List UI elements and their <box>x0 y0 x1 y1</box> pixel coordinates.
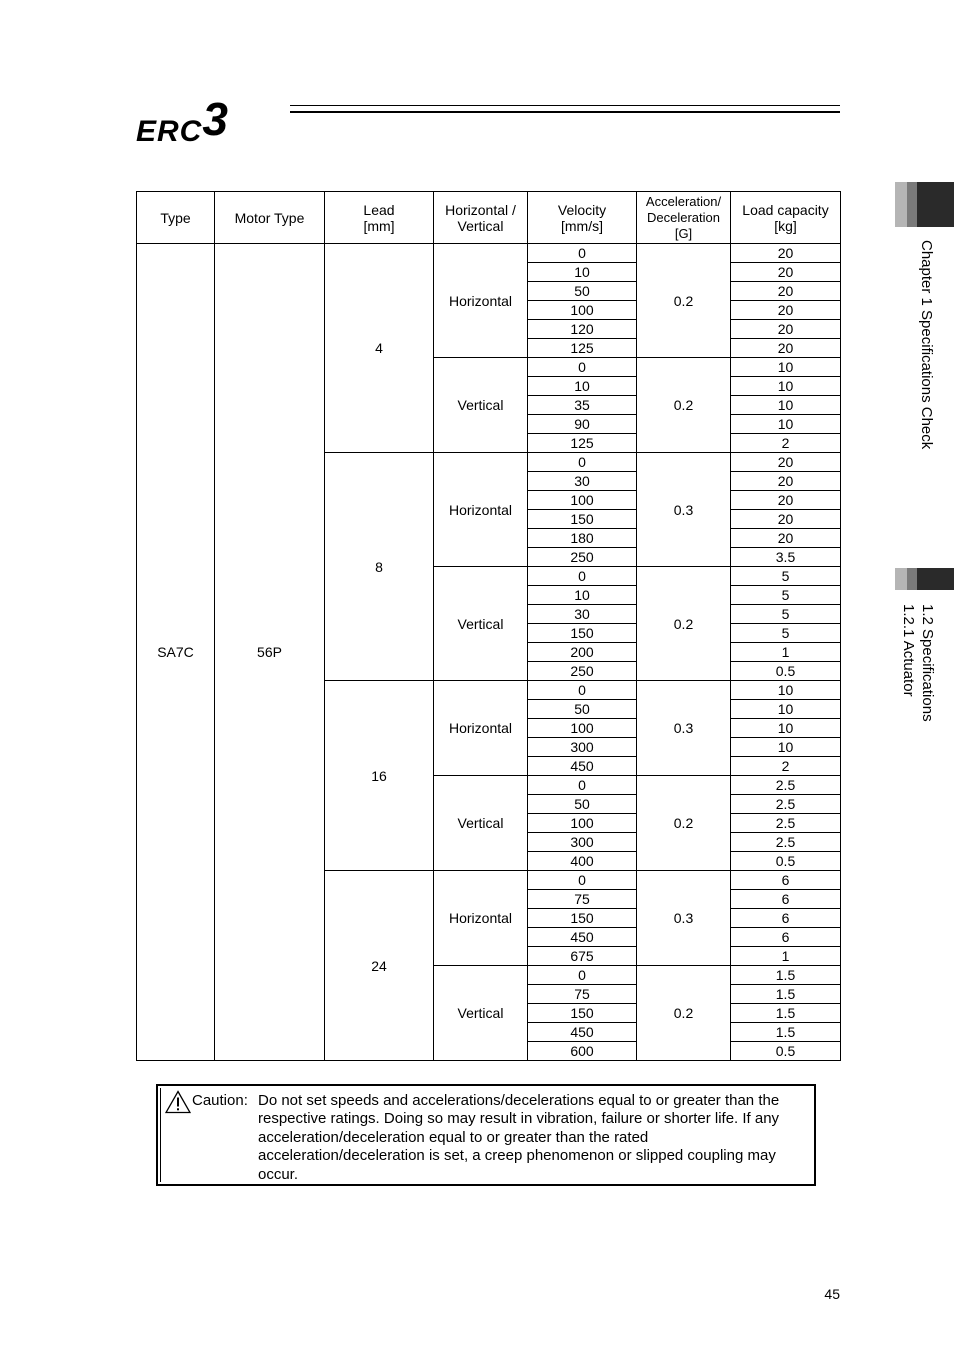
load-capacity-cell: 10 <box>731 377 841 396</box>
velocity-cell: 450 <box>528 1023 637 1042</box>
erc3-logo <box>136 92 228 146</box>
velocity-cell: 0 <box>528 567 637 586</box>
velocity-cell: 10 <box>528 377 637 396</box>
load-capacity-cell: 20 <box>731 263 841 282</box>
load-capacity-cell: 0.5 <box>731 662 841 681</box>
load-capacity-cell: 2.5 <box>731 814 841 833</box>
header-orientation: Horizontal / Vertical <box>434 192 528 244</box>
velocity-cell: 10 <box>528 586 637 605</box>
load-capacity-cell: 20 <box>731 320 841 339</box>
logo-letters: ERC <box>136 115 203 148</box>
velocity-cell: 0 <box>528 244 637 263</box>
header-load-capacity: Load capacity [kg] <box>731 192 841 244</box>
velocity-cell: 300 <box>528 833 637 852</box>
load-capacity-cell: 6 <box>731 909 841 928</box>
velocity-cell: 100 <box>528 719 637 738</box>
velocity-cell: 100 <box>528 814 637 833</box>
velocity-cell: 675 <box>528 947 637 966</box>
table-row <box>137 244 841 263</box>
header-lead: Lead [mm] <box>325 192 434 244</box>
velocity-cell: 90 <box>528 415 637 434</box>
velocity-cell: 50 <box>528 700 637 719</box>
load-capacity-cell: 20 <box>731 282 841 301</box>
velocity-cell: 35 <box>528 396 637 415</box>
load-capacity-cell: 0.5 <box>731 852 841 871</box>
velocity-cell: 250 <box>528 548 637 567</box>
velocity-cell: 0 <box>528 776 637 795</box>
load-capacity-cell: 20 <box>731 472 841 491</box>
velocity-cell: 150 <box>528 510 637 529</box>
velocity-cell: 75 <box>528 890 637 909</box>
load-capacity-cell: 1.5 <box>731 985 841 1004</box>
load-capacity-cell: 2.5 <box>731 776 841 795</box>
load-capacity-cell: 5 <box>731 624 841 643</box>
acceleration-cell: 0.3 <box>637 453 731 567</box>
acceleration-cell: 0.2 <box>637 244 731 358</box>
header-velocity: Velocity [mm/s] <box>528 192 637 244</box>
velocity-cell: 0 <box>528 358 637 377</box>
header-rule-thin <box>290 105 840 106</box>
velocity-cell: 300 <box>528 738 637 757</box>
caution-label: Caution: <box>192 1092 248 1109</box>
velocity-cell: 600 <box>528 1042 637 1061</box>
load-capacity-cell: 3.5 <box>731 548 841 567</box>
velocity-cell: 150 <box>528 624 637 643</box>
load-capacity-cell: 10 <box>731 396 841 415</box>
table-body <box>137 244 841 1061</box>
load-capacity-cell: 20 <box>731 529 841 548</box>
load-capacity-cell: 10 <box>731 700 841 719</box>
load-capacity-cell: 10 <box>731 415 841 434</box>
velocity-cell: 450 <box>528 757 637 776</box>
velocity-cell: 10 <box>528 263 637 282</box>
chapter-tab-marker <box>895 182 954 227</box>
velocity-cell: 100 <box>528 301 637 320</box>
acceleration-cell: 0.3 <box>637 871 731 966</box>
velocity-cell: 125 <box>528 339 637 358</box>
section-tab-marker <box>895 568 954 590</box>
acceleration-cell: 0.2 <box>637 567 731 681</box>
acceleration-cell: 0.2 <box>637 776 731 871</box>
header-acceleration: Acceleration/ Deceleration [G] <box>637 192 731 244</box>
velocity-cell: 250 <box>528 662 637 681</box>
sidebar-subsection: 1.2.1 Actuator <box>900 604 917 697</box>
lead-cell: 16 <box>325 681 434 871</box>
velocity-cell: 30 <box>528 472 637 491</box>
acceleration-cell: 0.2 <box>637 358 731 453</box>
orientation-cell: Vertical <box>434 358 528 453</box>
header-rule-thick <box>290 111 840 113</box>
load-capacity-cell: 10 <box>731 681 841 700</box>
load-capacity-cell: 1.5 <box>731 966 841 985</box>
load-capacity-cell: 2.5 <box>731 795 841 814</box>
velocity-cell: 0 <box>528 681 637 700</box>
orientation-cell: Horizontal <box>434 244 528 358</box>
velocity-cell: 125 <box>528 434 637 453</box>
load-capacity-cell: 5 <box>731 567 841 586</box>
page-number: 45 <box>824 1286 840 1302</box>
header-motor-type: Motor Type <box>215 192 325 244</box>
header-type: Type <box>137 192 215 244</box>
load-capacity-cell: 5 <box>731 605 841 624</box>
load-capacity-cell: 10 <box>731 358 841 377</box>
lead-cell: 8 <box>325 453 434 681</box>
velocity-cell: 0 <box>528 453 637 472</box>
velocity-cell: 0 <box>528 966 637 985</box>
table-header-row <box>137 192 841 244</box>
velocity-cell: 150 <box>528 1004 637 1023</box>
load-capacity-cell: 20 <box>731 510 841 529</box>
load-capacity-cell: 6 <box>731 871 841 890</box>
velocity-cell: 100 <box>528 491 637 510</box>
acceleration-cell: 0.2 <box>637 966 731 1061</box>
load-capacity-cell: 10 <box>731 738 841 757</box>
caution-box <box>156 1084 816 1186</box>
motor-type-cell: 56P <box>215 244 325 1061</box>
velocity-cell: 75 <box>528 985 637 1004</box>
load-capacity-cell: 20 <box>731 339 841 358</box>
lead-cell: 4 <box>325 244 434 453</box>
velocity-cell: 200 <box>528 643 637 662</box>
orientation-cell: Horizontal <box>434 453 528 567</box>
load-capacity-cell: 10 <box>731 719 841 738</box>
velocity-cell: 50 <box>528 282 637 301</box>
orientation-cell: Vertical <box>434 776 528 871</box>
load-capacity-cell: 1.5 <box>731 1004 841 1023</box>
logo-number: 3 <box>202 93 228 145</box>
caution-text: Do not set speeds and accelerations/decelerations equal to or greater than the respective ratings. Doing so may result in vibration, failure or shorter life. If any acceleration/deceleration equal to or greater than the rated acceleration/deceleration is set, a creep phenomenon or slipped coupling may occur. <box>258 1092 780 1183</box>
load-capacity-cell: 2 <box>731 757 841 776</box>
velocity-cell: 30 <box>528 605 637 624</box>
load-capacity-cell: 1 <box>731 643 841 662</box>
orientation-cell: Horizontal <box>434 871 528 966</box>
load-capacity-cell: 0.5 <box>731 1042 841 1061</box>
velocity-cell: 180 <box>528 529 637 548</box>
sidebar-chapter-title: Chapter 1 Specifications Check <box>918 240 935 450</box>
load-capacity-cell: 6 <box>731 890 841 909</box>
velocity-cell: 120 <box>528 320 637 339</box>
load-capacity-cell: 20 <box>731 491 841 510</box>
velocity-cell: 50 <box>528 795 637 814</box>
type-cell: SA7C <box>137 244 215 1061</box>
load-capacity-cell: 2 <box>731 434 841 453</box>
load-capacity-cell: 6 <box>731 928 841 947</box>
load-capacity-cell: 20 <box>731 244 841 263</box>
load-capacity-cell: 2.5 <box>731 833 841 852</box>
velocity-cell: 0 <box>528 871 637 890</box>
actuator-spec-table <box>136 191 841 1061</box>
velocity-cell: 150 <box>528 909 637 928</box>
load-capacity-cell: 20 <box>731 301 841 320</box>
velocity-cell: 400 <box>528 852 637 871</box>
sidebar-section: 1.2 Specifications <box>919 604 936 722</box>
load-capacity-cell: 1.5 <box>731 1023 841 1042</box>
sidebar-section-title <box>899 604 937 722</box>
acceleration-cell: 0.3 <box>637 681 731 776</box>
load-capacity-cell: 5 <box>731 586 841 605</box>
warning-triangle-icon <box>165 1090 191 1114</box>
orientation-cell: Horizontal <box>434 681 528 776</box>
load-capacity-cell: 20 <box>731 453 841 472</box>
load-capacity-cell: 1 <box>731 947 841 966</box>
orientation-cell: Vertical <box>434 966 528 1061</box>
orientation-cell: Vertical <box>434 567 528 681</box>
velocity-cell: 450 <box>528 928 637 947</box>
lead-cell: 24 <box>325 871 434 1061</box>
